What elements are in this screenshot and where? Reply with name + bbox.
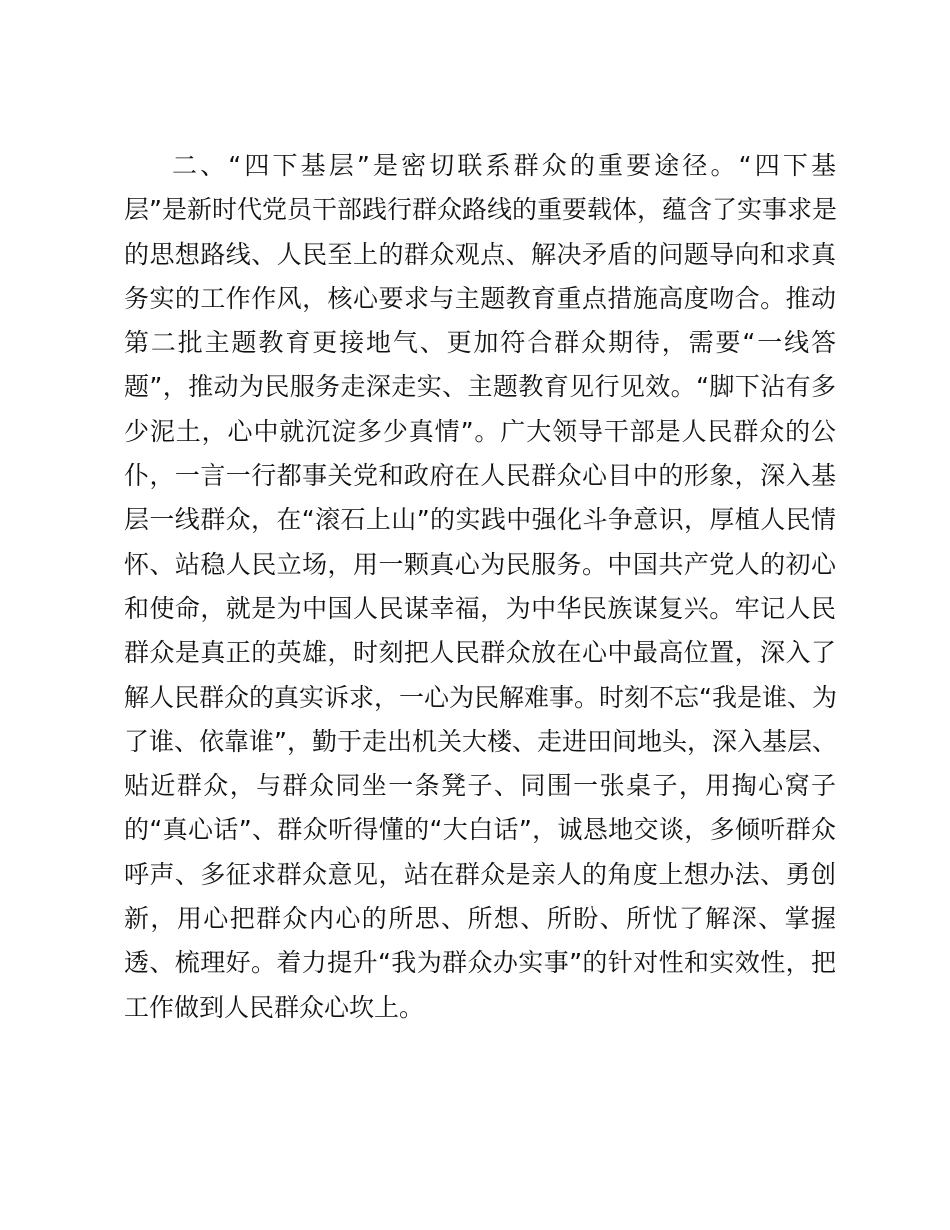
paragraph-line: 呼声、多征求群众意见，站在群众是亲人的角度上想办法、勇创 — [124, 859, 836, 889]
paragraph-line: 少泥土，心中就沉淀多少真情”。广大领导干部是人民群众的公 — [124, 416, 836, 446]
paragraph-line: 和使命，就是为中国人民谋幸福，为中华民族谋复兴。牢记人民 — [124, 593, 836, 623]
paragraph-line: 二、“四下基层”是密切联系群众的重要途径。“四下基 — [172, 151, 836, 180]
paragraph-line: 工作做到人民群众心坎上。 — [124, 992, 425, 1022]
paragraph-line: 第二批主题教育更接地气、更加符合群众期待，需要“一线答 — [124, 328, 836, 358]
paragraph-line: 层”是新时代党员干部践行群众路线的重要载体，蕴含了实事求是 — [124, 195, 837, 225]
paragraph-line: 了谁、依靠谁”，勤于走出机关大楼、走进田间地头，深入基层、 — [124, 726, 837, 756]
paragraph-line: 仆，一言一行都事关党和政府在人民群众心目中的形象，深入基 — [124, 461, 836, 491]
paragraph-line: 怀、站稳人民立场，用一颗真心为民服务。中国共产党人的初心 — [124, 549, 836, 579]
paragraph-line: 题”，推动为民服务走深走实、主题教育见行见效。“脚下沾有多 — [124, 372, 836, 402]
paragraph-line: 务实的工作作风，核心要求与主题教育重点措施高度吻合。推动 — [124, 283, 836, 313]
paragraph-line: 层一线群众，在“滚石上山”的实践中强化斗争意识，厚植人民情 — [124, 505, 836, 535]
paragraph-line: 群众是真正的英雄，时刻把人民群众放在心中最高位置，深入了 — [124, 638, 836, 668]
paragraph-line: 透、梳理好。着力提升“我为群众办实事”的针对性和实效性，把 — [124, 948, 836, 978]
paragraph-line: 新，用心把群众内心的所思、所想、所盼、所忧了解深、掌握 — [124, 904, 836, 934]
body-paragraph — [124, 144, 836, 1030]
paragraph-line: 贴近群众，与群众同坐一条凳子、同围一张桌子，用掏心窝子 — [124, 771, 836, 801]
paragraph-line: 的“真心话”、群众听得懂的“大白话”，诚恳地交谈，多倾听群众 — [124, 815, 836, 845]
paragraph-line: 解人民群众的真实诉求，一心为民解难事。时刻不忘“我是谁、为 — [124, 682, 837, 712]
paragraph-line: 的思想路线、人民至上的群众观点、解决矛盾的问题导向和求真 — [124, 239, 836, 269]
